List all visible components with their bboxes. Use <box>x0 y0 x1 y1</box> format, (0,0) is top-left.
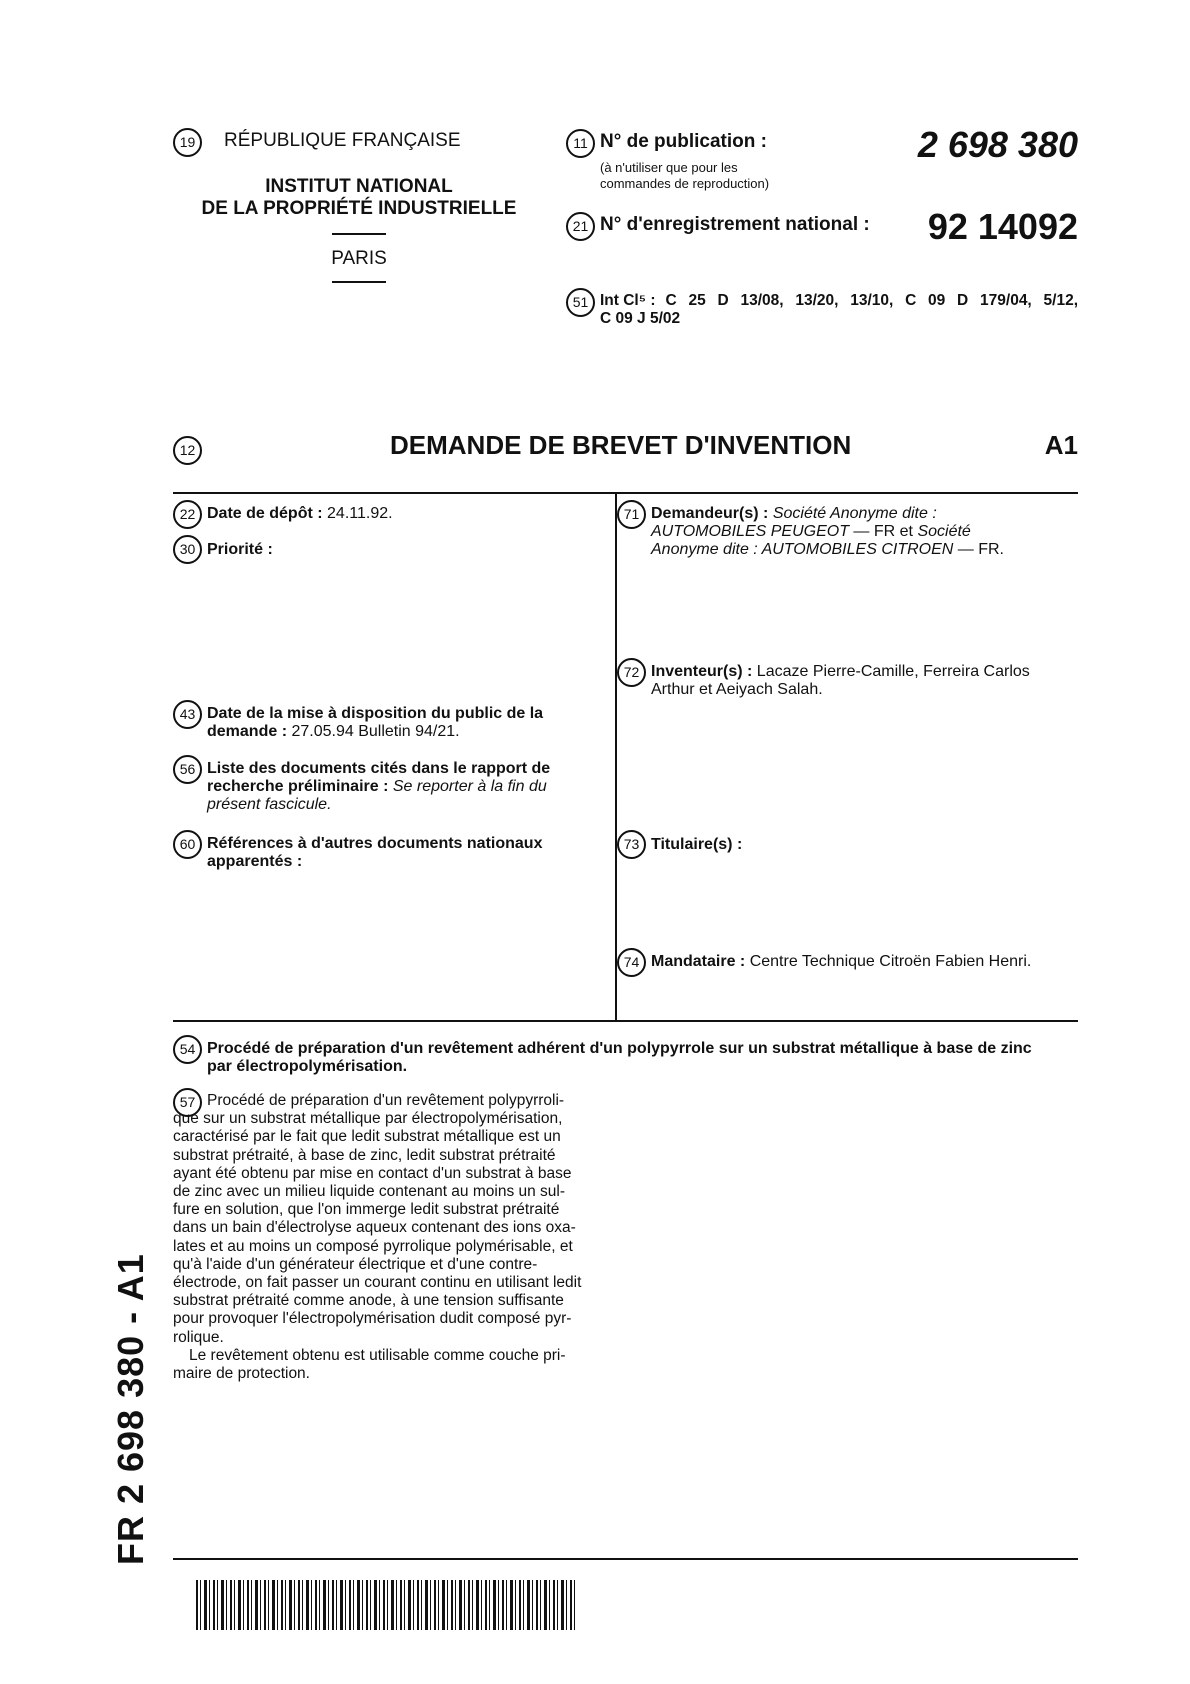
abstract-line: pour provoquer l'électropolymérisation dudit composé pyr- <box>173 1310 572 1328</box>
abstract-line: que sur un substrat métallique par électropolymérisation, <box>173 1110 563 1128</box>
inventor-block <box>651 663 1081 699</box>
box-bottom-rule <box>173 1020 1078 1022</box>
cited-docs-label-2: recherche préliminaire : <box>207 778 389 795</box>
filing-label: Date de dépôt : <box>207 505 323 522</box>
filing-date-value: 24.11.92. <box>327 505 393 522</box>
code-21-circle: 21 <box>566 212 595 241</box>
national-refs-label: Références à d'autres documents nationaux <box>207 835 543 852</box>
institute-line-1: INSTITUT NATIONAL <box>265 176 453 197</box>
cited-docs-label: Liste des documents cités dans le rapport de <box>207 760 551 777</box>
availability-value: 27.05.94 Bulletin 94/21. <box>291 723 460 740</box>
abstract-line: électrode, on fait passer un courant continu en utilisant ledit <box>173 1274 582 1292</box>
abstract-line: dans un bain d'électrolyse aqueux contenant des ions oxa- <box>173 1219 576 1237</box>
code-19-circle: 19 <box>173 128 202 157</box>
applicant-citroen: Anonyme dite : AUTOMOBILES CITROEN <box>651 541 954 558</box>
int-cl-classes: C 25 D 13/08, 13/20, 13/10, C 09 D 179/04, 5/12, <box>665 292 1078 309</box>
national-refs-block <box>207 835 607 871</box>
abstract <box>173 1092 613 1383</box>
institute-name <box>198 176 520 220</box>
cited-docs-value-2: présent fascicule. <box>207 796 332 813</box>
abstract-line: maire de protection. <box>173 1365 310 1383</box>
code-43-circle: 43 <box>173 700 202 729</box>
agent-value: Centre Technique Citroën Fabien Henri. <box>749 953 1032 970</box>
code-74-circle: 74 <box>617 948 646 977</box>
box-column-rule <box>615 492 617 1020</box>
code-12-circle: 12 <box>173 436 202 465</box>
priority-label: Priorité : <box>207 541 273 558</box>
inventor-label: Inventeur(s) : <box>651 663 753 680</box>
abstract-line: lates et au moins un composé pyrrolique polymérisable, et <box>173 1237 573 1255</box>
abstract-line: substrat prétraité comme anode, à une tension suffisante <box>173 1292 564 1310</box>
code-56-circle: 56 <box>173 755 202 784</box>
applicant-block <box>651 505 1081 559</box>
availability-label-2: demande : <box>207 723 288 740</box>
invention-title <box>207 1040 1082 1076</box>
divider <box>332 281 386 283</box>
publication-label: N° de publication : <box>600 131 767 152</box>
document-kind: A1 <box>1044 430 1078 460</box>
applicant-peugeot: AUTOMOBILES PEUGEOT <box>651 523 849 540</box>
footer-rule <box>173 1558 1078 1560</box>
republic-name: RÉPUBLIQUE FRANÇAISE <box>224 130 461 151</box>
code-30-circle: 30 <box>173 535 202 564</box>
invention-title-line-1: Procédé de préparation d'un revêtement adhérent d'un polypyrrole sur un substrat métallique à base de zinc <box>207 1040 1032 1057</box>
national-refs-label-2: apparentés : <box>207 853 303 870</box>
int-cl-label: Int Cl⁵ : <box>600 292 656 309</box>
divider <box>332 233 386 235</box>
int-cl-block <box>600 292 1078 328</box>
publication-note <box>600 160 769 192</box>
code-72-circle: 72 <box>617 658 646 687</box>
applicant-line-1: Société Anonyme dite : <box>772 505 937 522</box>
filing-date <box>207 505 393 523</box>
int-cl-line-1 <box>600 292 1078 310</box>
applicant-country: — FR. <box>957 541 1004 558</box>
cited-docs-value: Se reporter à la fin du <box>392 778 547 795</box>
abstract-line: de zinc avec un milieu liquide contenant au moins un sul- <box>173 1183 566 1201</box>
code-73-circle: 73 <box>617 830 646 859</box>
city: PARIS <box>331 248 387 269</box>
barcode <box>196 1580 576 1630</box>
inventor-line-1: Lacaze Pierre-Camille, Ferreira Carlos <box>756 663 1030 680</box>
publication-note-line-1: (à n'utiliser que pour les <box>600 160 738 175</box>
abstract-line: qu'à l'aide d'un générateur électrique et d'une contre- <box>173 1255 538 1273</box>
document-title: DEMANDE DE BREVET D'INVENTION <box>390 430 852 460</box>
abstract-line: Le revêtement obtenu est utilisable comme couche pri- <box>189 1346 566 1364</box>
agent-label: Mandataire : <box>651 953 746 970</box>
inventor-line-2: Arthur et Aeiyach Salah. <box>651 681 823 698</box>
publication-note-line-2: commandes de reproduction) <box>600 176 770 191</box>
code-71-circle: 71 <box>617 500 646 529</box>
box-top-rule <box>173 492 1078 494</box>
availability-label: Date de la mise à disposition du public de la <box>207 705 544 722</box>
abstract-line: caractérisé par le fait que ledit substrat métallique est un <box>173 1128 561 1146</box>
side-label: FR 2 698 380 - A1 <box>110 1253 151 1565</box>
publication-number: 2 698 380 <box>917 124 1078 165</box>
abstract-line: Procédé de préparation d'un revêtement polypyrroli- <box>207 1092 565 1109</box>
code-51-circle: 51 <box>566 288 595 317</box>
registration-number: 92 14092 <box>927 206 1078 247</box>
applicant-societe: Société <box>917 523 971 540</box>
code-57-circle: 57 <box>173 1088 202 1117</box>
institute-line-2: DE LA PROPRIÉTÉ INDUSTRIELLE <box>201 198 517 219</box>
code-54-circle: 54 <box>173 1035 202 1064</box>
code-60-circle: 60 <box>173 830 202 859</box>
code-11-circle: 11 <box>566 129 595 158</box>
applicant-conj: — FR et <box>853 523 913 540</box>
agent-block <box>651 953 1081 971</box>
cited-docs-block <box>207 760 607 814</box>
invention-title-line-2: par électropolymérisation. <box>207 1058 408 1075</box>
registration-label: N° d'enregistrement national : <box>600 214 870 235</box>
abstract-line: rolique. <box>173 1328 224 1346</box>
abstract-line: ayant été obtenu par mise en contact d'un substrat à base <box>173 1164 572 1182</box>
int-cl-line-2: C 09 J 5/02 <box>600 310 681 327</box>
code-22-circle: 22 <box>173 500 202 529</box>
availability-block <box>207 705 607 741</box>
abstract-line: substrat prétraité, à base de zinc, ledit substrat prétraité <box>173 1146 556 1164</box>
holder-label: Titulaire(s) : <box>651 836 743 853</box>
abstract-line: fure en solution, que l'on immerge ledit substrat prétraité <box>173 1201 560 1219</box>
applicant-label: Demandeur(s) : <box>651 505 769 522</box>
